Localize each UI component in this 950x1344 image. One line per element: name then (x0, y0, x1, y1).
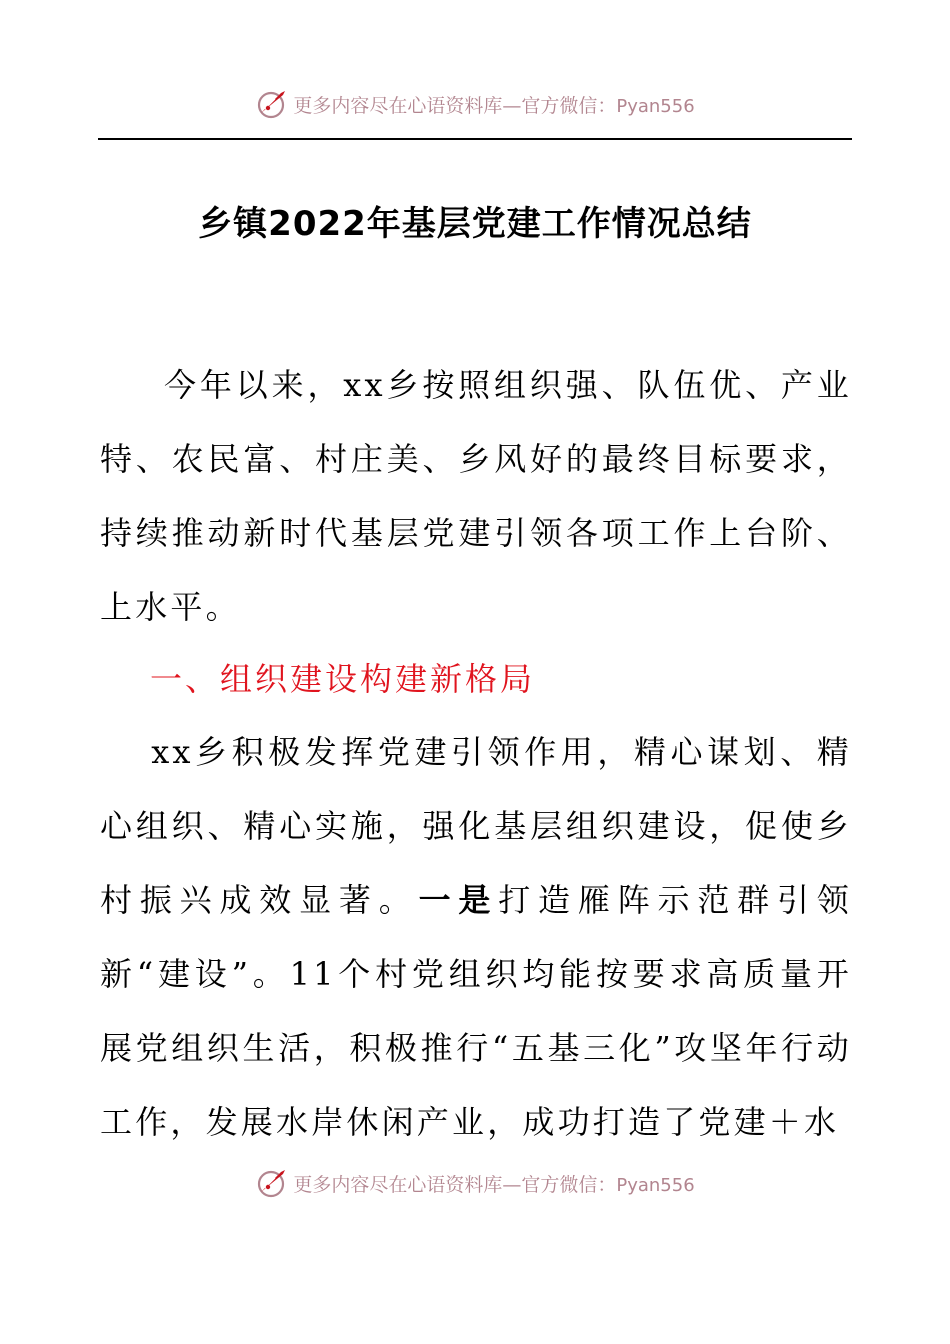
watermark-text: 更多内容尽在心语资料库—官方微信：Pyan556 (293, 94, 695, 117)
paragraph-rest: 打造雁阵示范群引领新“建设”。11个村党组织均能按要求高质量开展党组织生活，积极推行“五基三化”攻坚年行动工作，发展水岸休闲产业，成功打造了党建＋水 (100, 881, 852, 1141)
quill-logo-icon (255, 87, 289, 121)
header-rule (98, 138, 852, 140)
footer-watermark (0, 1163, 950, 1203)
paragraph-lead: xx乡积极发挥党建引领作用，精心谋划、精心组织、精心实施，强化基层组织建设，促使乡村振兴成效显著。 (100, 733, 852, 919)
paragraph-bold-marker: 一是 (418, 881, 499, 919)
header-watermark (0, 84, 950, 124)
watermark-text: 更多内容尽在心语资料库—官方微信：Pyan556 (293, 1173, 695, 1196)
quill-logo-icon (255, 1166, 289, 1200)
page-title: 乡镇2022年基层党建工作情况总结 (198, 204, 752, 244)
section-paragraph (100, 715, 852, 1145)
intro-paragraph: 今年以来，xx乡按照组织强、队伍优、产业特、农民富、村庄美、乡风好的最终目标要求，持续推动新时代基层党建引领各项工作上台阶、上水平。 (100, 366, 852, 626)
section-heading: 一、组织建设构建新格局 (150, 660, 536, 698)
